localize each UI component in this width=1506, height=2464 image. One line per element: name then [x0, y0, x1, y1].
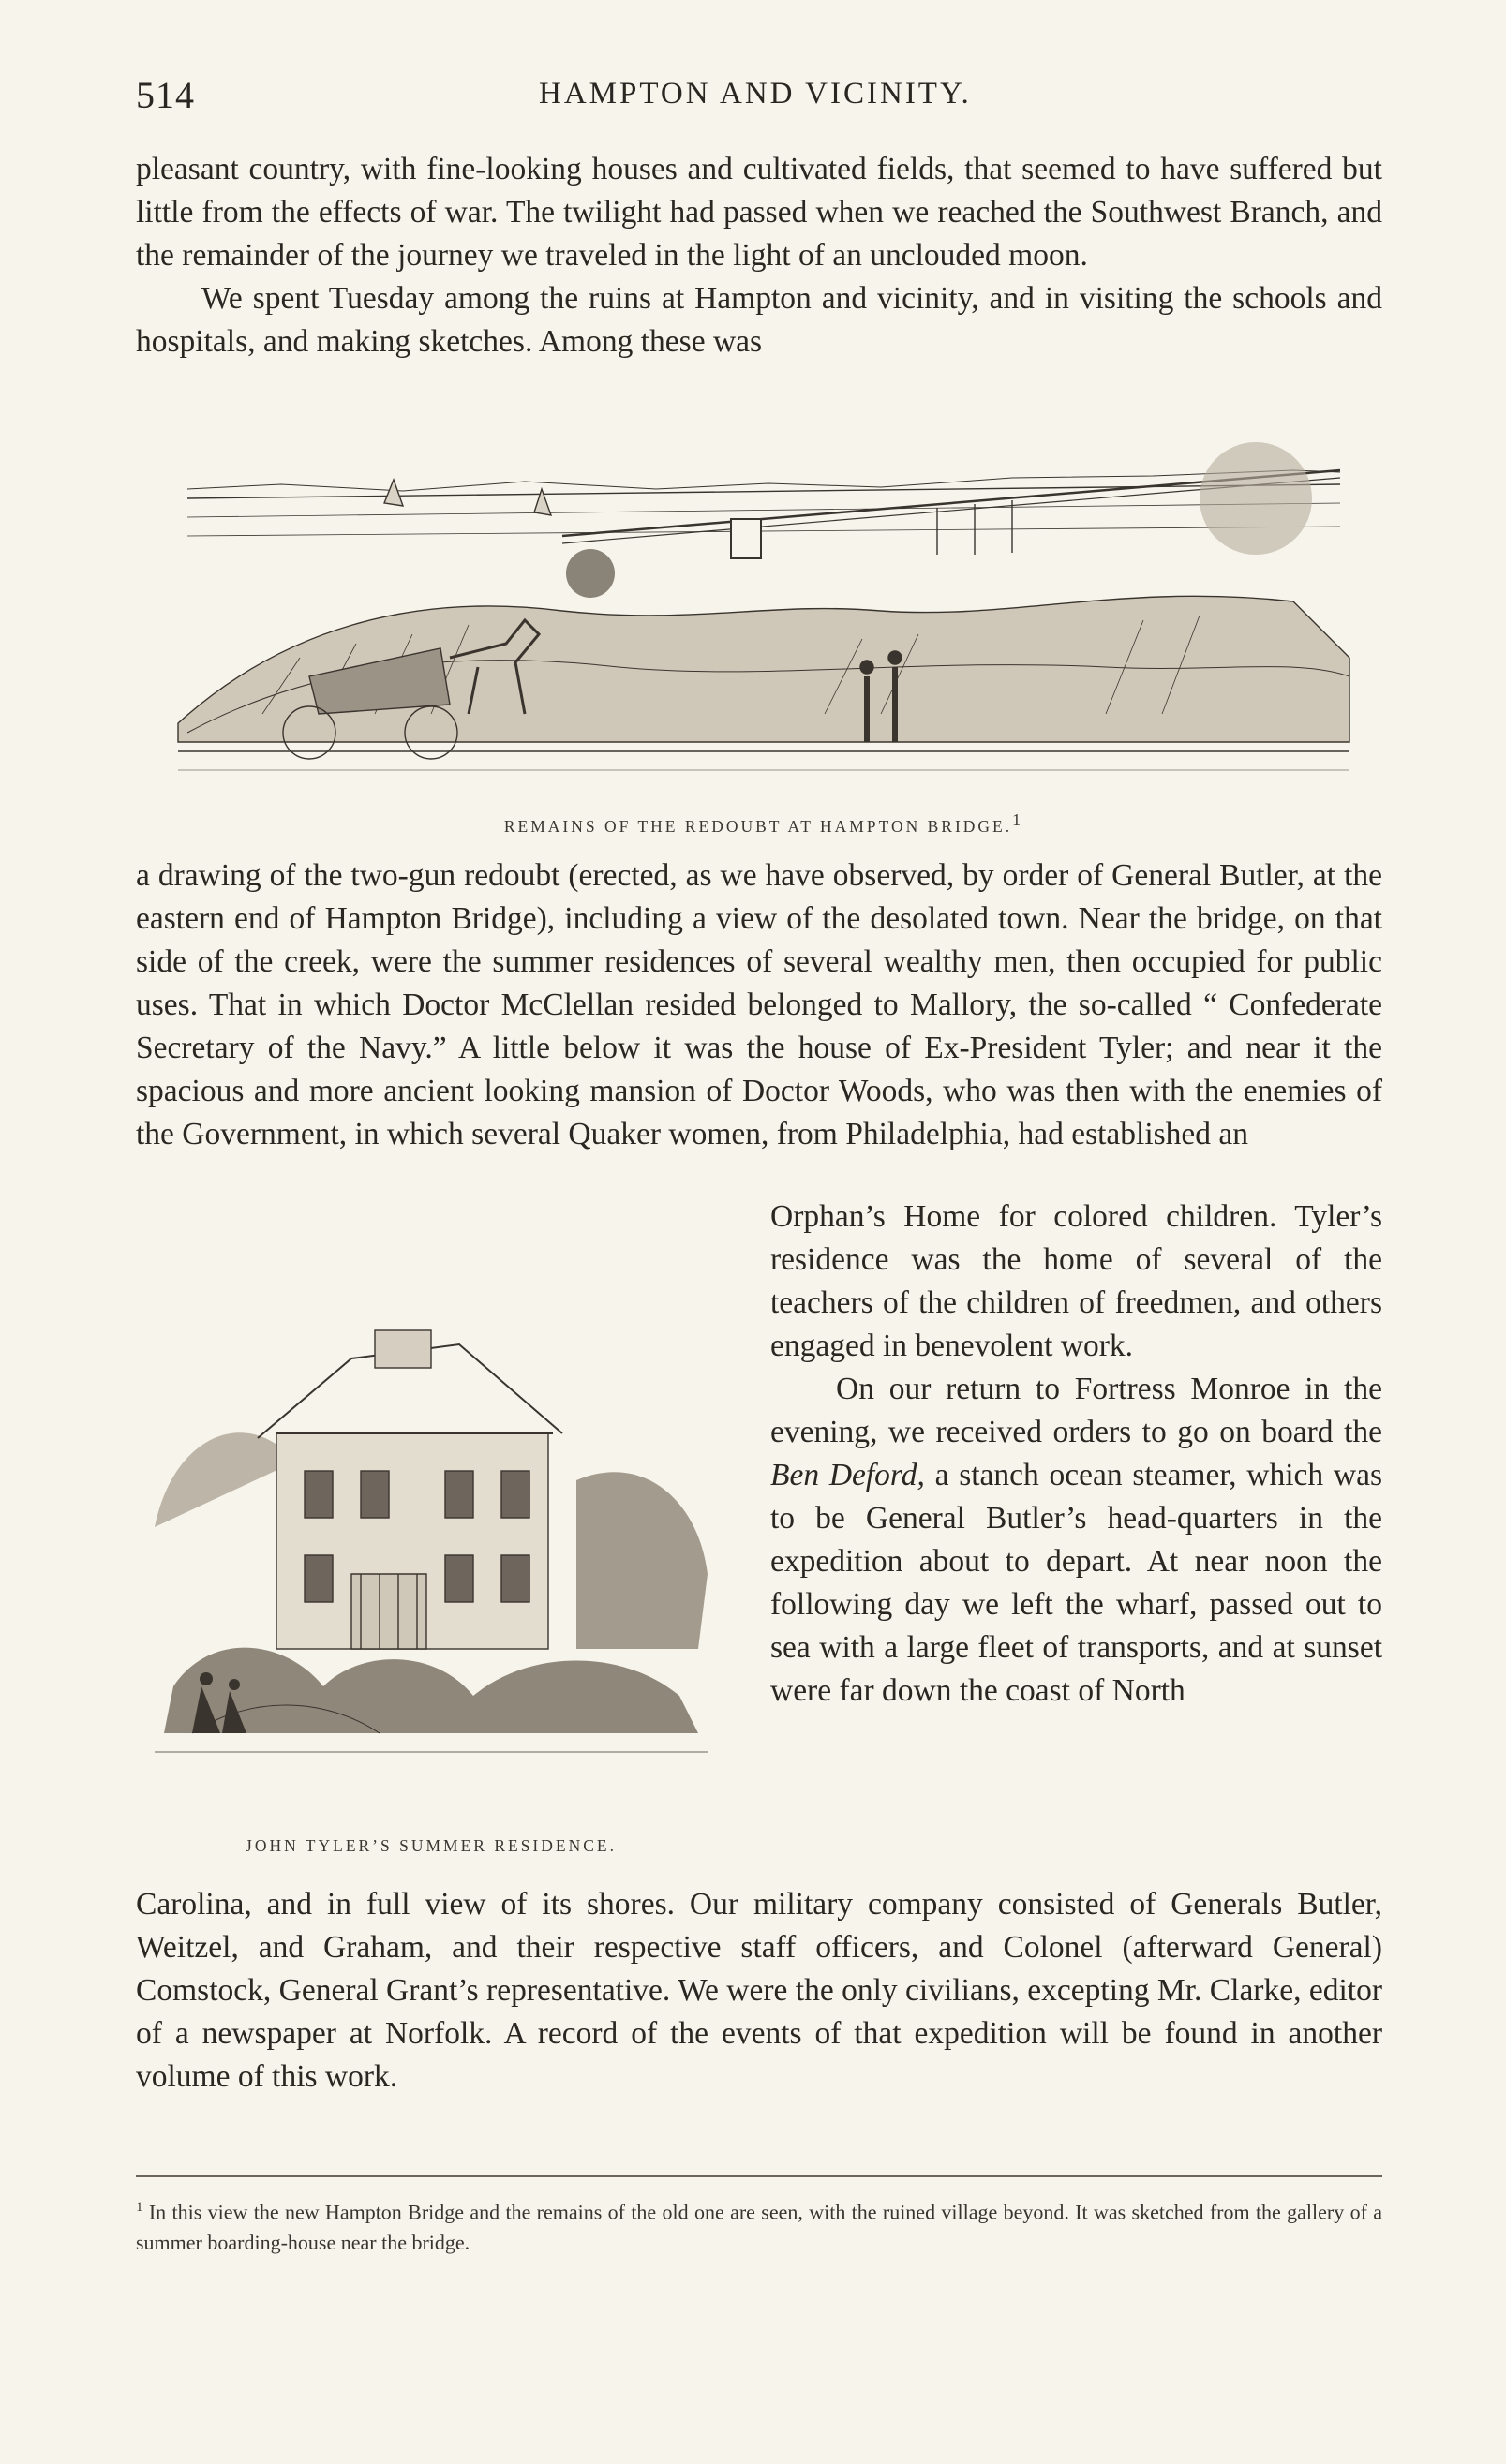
closing-text	[136, 1883, 1382, 2099]
redoubt-caption	[169, 810, 1359, 837]
paragraph-3: a drawing of the two-gun redoubt (erected, as we have observed, by order of General Butler, at the eastern end of Hampton Bridge), including a view of the desolated town. Near the bridge, on that side of the creek, were the summer residences of several wealthy men, then occupied for public uses. That in which Doctor McClellan resided belonged to Mallory, the so-called “ Confederate Secretary of the Navy.” A little below it was the house of Ex-President Tyler; and near it the spacious and more ancient looking mansion of Doctor Woods, who was then with the enemies of the Government, in which several Quaker women, from Philadelphia, had established an	[136, 858, 1382, 1151]
page-header	[136, 73, 1406, 120]
paragraph-4-end: Carolina, and in full view of its shores. Our military company consisted of Generals Butler, Weitzel, and Graham, and their respective staff officers, and Colonel (afterward General) Comstock, General Grant’s representative. We were the only civilians, excepting Mr. Clarke, editor of a newspaper at Norfolk. A record of the events of that expedition will be found in another volume of this work.	[136, 1887, 1382, 2094]
opening-text	[136, 148, 1382, 364]
redoubt-caption-text: REMAINS OF THE REDOUBT AT HAMPTON BRIDGE.	[503, 816, 1013, 836]
page-number: 514	[136, 74, 195, 116]
footnote-reference: 1	[1012, 810, 1024, 829]
tyler-residence-engraving	[136, 1293, 726, 1789]
running-head: HAMPTON AND VICINITY.	[539, 77, 972, 111]
footnote-mark: 1	[136, 2200, 143, 2215]
footnote-text: In this view the new Hampton Bridge and the remains of the old one are seen, with the ruined village beyond. It was sketched from the gallery of a summer boarding-house near the bridge.	[136, 2200, 1382, 2255]
paragraph-1: pleasant country, with fine-looking houses and cultivated fields, that seemed to have suffered but little from the effects of war. The twilight had passed when we reached the Southwest Branch, and the remainder of the journey we traveled in the light of an unclouded moon.	[136, 152, 1382, 273]
redoubt-engraving	[169, 433, 1359, 803]
body-text	[136, 854, 1382, 1156]
paragraph-4-middle: a stanch ocean steamer, which was to be General Butler’s head-quarters in the expedition about to depart. At near noon the following day we left the wharf, passed out to sea with a large fleet of transports, and at sunset were far down the coast of North	[770, 1458, 1382, 1708]
wrapped-text	[770, 1195, 1382, 1713]
paragraph-4	[770, 1368, 1382, 1713]
paragraph-2: We spent Tuesday among the ruins at Hampton and vicinity, and in visiting the schools and hospitals, and making sketches. Among these was	[136, 281, 1382, 359]
ship-name: Ben Deford,	[770, 1458, 925, 1492]
paragraph-3-continued: Orphan’s Home for colored children. Tyler’s residence was the home of several of the teachers of the children of freedmen, and others engaged in benevolent work.	[770, 1199, 1382, 1363]
paragraph-4-start: On our return to Fortress Monroe in the evening, we received orders to go on board the	[770, 1372, 1382, 1449]
tyler-residence-caption: JOHN TYLER’S SUMMER RESIDENCE.	[246, 1836, 617, 1855]
footnote	[136, 2192, 1382, 2258]
footnote-rule	[136, 2175, 1382, 2177]
